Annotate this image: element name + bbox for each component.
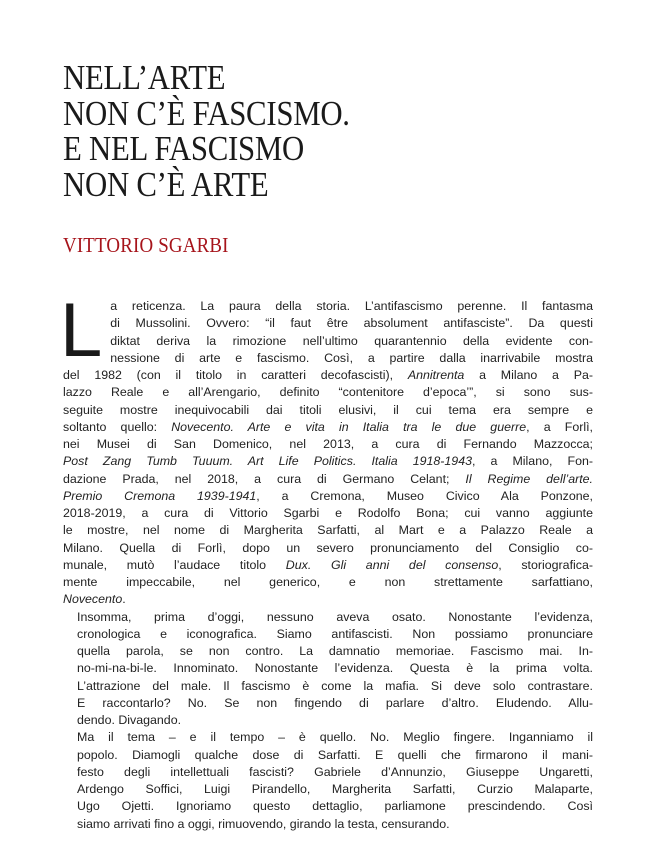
- text-run: nessione di arte e fascismo. Così, a partire dalla inarrivabile mostra: [110, 350, 593, 365]
- text-run: , a Forlì,: [526, 419, 593, 434]
- text-line: Insomma, prima d’oggi, nessuno aveva osato. Nonostante l’evidenza,: [77, 609, 593, 624]
- text-line: [63, 574, 593, 591]
- title-line: NON C’È FASCISMO.: [63, 93, 350, 133]
- text-line: [63, 402, 593, 419]
- text-run: Milano. Quella di Forlì, dopo un severo pronunciamento del Consiglio co-: [63, 540, 593, 555]
- text-line: quella parola, se non contro. La damnatio memoriae. Fascismo mai. In-: [77, 644, 593, 658]
- text-line: E raccontarlo? No. Se non fingendo di parlare d’altro. Eludendo. Allu-: [77, 695, 593, 710]
- text-line: L’attrazione del male. Il fascismo è come la mafia. Si deve solo contrastare.: [77, 678, 593, 693]
- text-line: [63, 419, 593, 436]
- text-run: seguite mostre inequivocabili dai titoli elusivi, il cui tema era sempre e: [63, 402, 593, 417]
- text-line: dendo. Divagando.: [77, 713, 182, 727]
- text-line: [63, 315, 593, 332]
- text-run: dazione Prada, nel 2018, a cura di Germano Celant;: [63, 471, 466, 486]
- title-line: E NEL FASCISMO: [63, 129, 305, 168]
- text-line: Ugo Ojetti. Ignoriamo questo dettaglio, parliamone prescindendo. Così: [77, 799, 593, 814]
- text-line: [63, 453, 593, 470]
- text-line: [63, 350, 593, 367]
- text-run: le mostre, nel nome di Margherita Sarfatti, al Mart e a Palazzo Reale a: [63, 523, 593, 538]
- text-line: cronologica e iconografica. Siamo antifascisti. Non possiamo pronunciare: [77, 626, 593, 641]
- italic-title-text: Premio Cremona 1939-1941: [63, 488, 257, 503]
- text-line: no-mi-na-bi-le. Innominato. Nonostante l’evidenza. Questa è la prima volta.: [77, 661, 593, 676]
- italic-title-text: Post Zang Tumb Tuuum. Art Life Politics. Italia 1918-1943: [63, 454, 472, 469]
- text-run: a Milano a Pa-: [464, 368, 593, 382]
- text-run: del 1982 (con il titolo in caratteri decofascisti),: [63, 368, 408, 382]
- text-run: , a Cremona, Museo Civico Ala Ponzone,: [256, 488, 593, 503]
- italic-title-text: Annitrenta: [407, 368, 465, 382]
- text-run: .: [122, 592, 126, 607]
- text-line: siamo arrivati fino a oggi, rimuovendo, girando la testa, censurando.: [77, 816, 450, 831]
- text-line: [63, 333, 593, 350]
- paragraph-1: [60, 288, 593, 609]
- text-run: nei Musei di San Domenico, nel 2013, a cura di Fernando Mazzocca;: [63, 437, 593, 451]
- text-run: , storiografica-: [498, 557, 593, 572]
- text-line: [63, 471, 593, 488]
- text-line: festo degli intellettuali fascisti? Gabriele d’Annunzio, Giuseppe Ungaretti,: [77, 764, 593, 779]
- text-run: , a Milano, Fon-: [471, 454, 593, 469]
- text-line: [63, 436, 593, 453]
- title-line: NON C’È ARTE: [63, 164, 269, 204]
- text-line: [63, 522, 593, 539]
- text-line: [63, 540, 593, 557]
- paragraph-3: [63, 729, 593, 833]
- text-run: diktat deriva la rimozione nell’ultimo quarantennio della evidente con-: [110, 333, 593, 348]
- italic-title-text: Dux. Gli anni del consenso: [285, 557, 499, 572]
- italic-title-text: Novecento. Arte e vita in Italia tra le due guerre: [171, 419, 527, 434]
- author-byline: VITTORIO SGARBI: [63, 233, 229, 257]
- text-run: di Mussolini. Ovvero: “il faut être absolument antifasciste”. Da questi: [110, 316, 593, 331]
- text-line: [63, 505, 593, 522]
- text-line: [63, 591, 593, 608]
- title-line: NELL’ARTE: [63, 58, 226, 97]
- text-line: [63, 298, 593, 315]
- text-run: soltanto quello:: [63, 419, 172, 434]
- text-line: [63, 384, 593, 401]
- text-run: 2018-2019, a cura di Vittorio Sgarbi e Rodolfo Bona; cui vanno aggiunte: [63, 506, 593, 520]
- text-line: Ma il tema – e il tempo – è quello. No. Meglio fingere. Inganniamo il: [77, 730, 593, 745]
- italic-title-text: Il Regime dell’arte.: [465, 471, 593, 486]
- text-run: mente impeccabile, nel generico, e non strettamente sarfattiano,: [63, 575, 593, 589]
- text-line: [63, 367, 593, 384]
- text-run: a reticenza. La paura della storia. L’antifascismo perenne. Il fantasma: [110, 299, 593, 313]
- text-run: lazzo Reale e all’Arengario, definito “contenitore d’epoca’”, si sono sus-: [63, 385, 593, 400]
- text-line: popolo. Diamogli qualche dose di Sarfatti. E quelli che firmarono il mani-: [77, 747, 593, 762]
- article-body: [60, 288, 593, 833]
- article-title: [63, 60, 521, 202]
- italic-title-text: Novecento: [63, 592, 123, 607]
- text-line: [63, 488, 593, 505]
- paragraph-2: [63, 609, 593, 730]
- drop-cap: L: [60, 288, 103, 373]
- text-line: Ardengo Soffici, Luigi Pirandello, Margherita Sarfatti, Curzio Malaparte,: [77, 782, 593, 796]
- text-line: [63, 557, 593, 574]
- text-run: munale, mutò l’audace titolo: [63, 557, 286, 572]
